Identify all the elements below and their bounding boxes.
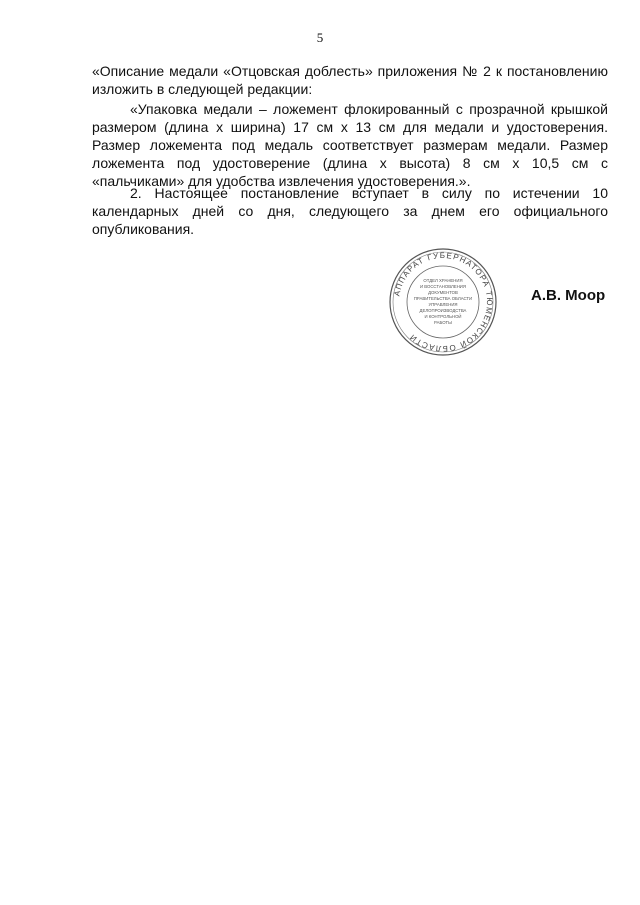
page-number: 5	[316, 30, 324, 45]
official-stamp	[388, 247, 498, 357]
signer-name: А.В. Моор	[531, 287, 606, 304]
paragraph-effective-date: 2. Настоящее постановление вступает в силу по истечении 10 календарных дней со дня, следующего за днем его официального опубликования.	[92, 185, 608, 237]
stamp-inner-text	[414, 278, 472, 325]
svg-text:И ВОССТАНОВЛЕНИЯ: И ВОССТАНОВЛЕНИЯ	[419, 284, 467, 289]
svg-text:ДОКУМЕНТОВ: ДОКУМЕНТОВ	[428, 290, 458, 295]
stamp-seal-icon	[388, 247, 498, 357]
svg-text:УПРАВЛЕНИЯ: УПРАВЛЕНИЯ	[428, 302, 458, 307]
paragraph-medal-packaging: «Упаковка медали – ложемент флокированный с прозрачной крышкой размером (длина х ширина) 17 см х 13 см для медали и удостоверения. Размер ложемента под медаль соответствует размерам медали. Размер ложемента под удостоверение (длина х высота) 8 см х 10,5 см с «пальчиками» для удобства извлечения удостоверения.».	[92, 101, 608, 189]
paragraph-medal-description-intro: «Описание медали «Отцовская доблесть» приложения № 2 к постановлению изложить в следующей редакции:	[92, 63, 608, 97]
svg-text:И КОНТРОЛЬНОЙ: И КОНТРОЛЬНОЙ	[424, 314, 462, 319]
svg-text:ДЕЛОПРОИЗВОДСТВА: ДЕЛОПРОИЗВОДСТВА	[419, 308, 467, 313]
svg-text:РАБОТЫ: РАБОТЫ	[434, 320, 452, 325]
svg-text:ОТДЕЛ ХРАНЕНИЯ: ОТДЕЛ ХРАНЕНИЯ	[423, 278, 463, 283]
svg-text:ПРАВИТЕЛЬСТВА ОБЛАСТИ: ПРАВИТЕЛЬСТВА ОБЛАСТИ	[413, 296, 473, 301]
stamp-outer-text: АППАРАТ ГУБЕРНАТОРА ТЮМЕНСКОЙ ОБЛАСТИ	[392, 250, 495, 354]
